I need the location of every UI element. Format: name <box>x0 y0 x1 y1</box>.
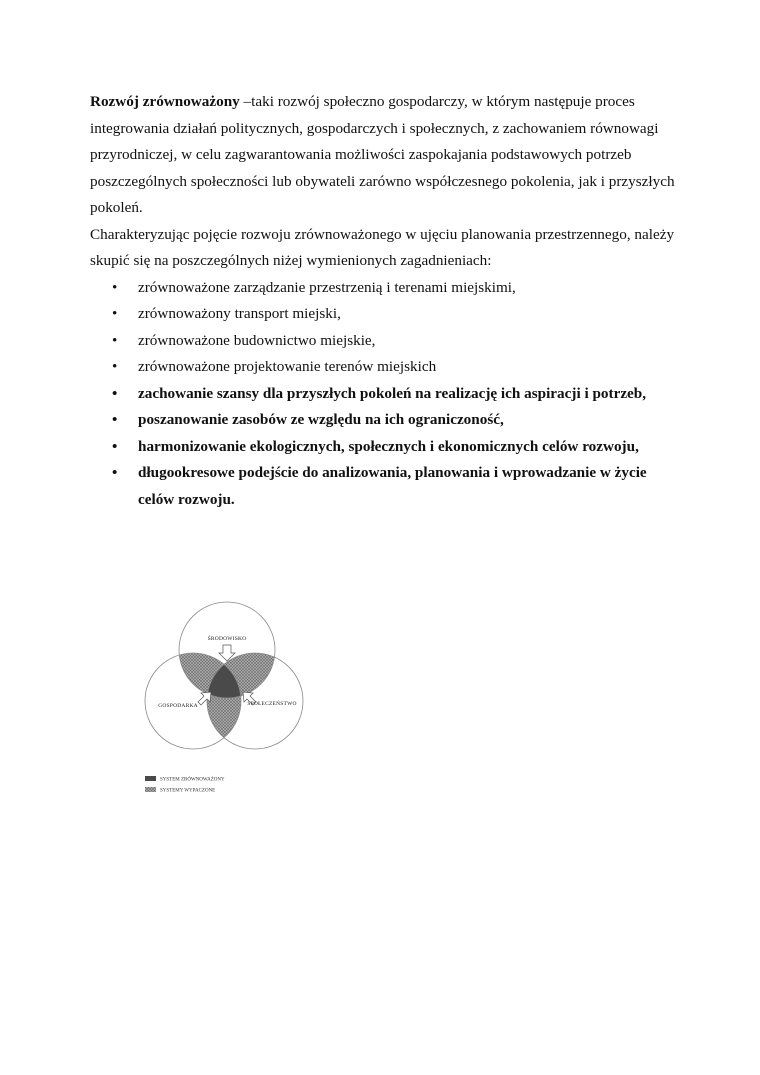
legend <box>145 776 225 794</box>
lead-paragraph: Charakteryzując pojęcie rozwoju zrównoważonego w ujęciu planowania przestrzennego, należy skupić się na poszczególnych niżej wymienionych zagadnieniach: <box>90 225 675 269</box>
legend-label-sustainable: SYSTEM ZRÓWNOWAŻONY <box>160 777 225 783</box>
bullet-dot-icon: • <box>112 437 118 455</box>
bullet-item <box>90 354 680 381</box>
legend-label-distorted: SYSTEMY WYPACZONE <box>160 788 216 794</box>
bullet-dot-icon: • <box>112 384 118 402</box>
bullet-dot-icon: • <box>112 278 118 296</box>
bullet-item <box>90 381 680 408</box>
label-srodowisko: ŚRODOWISKO <box>207 636 247 642</box>
bullet-item <box>90 328 680 355</box>
bullet-text: zachowanie szansy dla przyszłych pokoleń na realizację ich aspiracji i potrzeb, <box>138 384 647 402</box>
bullet-list <box>90 275 680 514</box>
venn-diagram <box>138 585 308 800</box>
bullet-dot-icon: • <box>112 331 118 349</box>
intro-paragraph <box>90 89 680 222</box>
bullet-item <box>90 275 680 302</box>
bullet-text: poszanowanie zasobów ze względu na ich ograniczoność, <box>138 411 504 428</box>
text-block <box>90 89 680 513</box>
bullet-item <box>90 301 680 328</box>
bullet-dot-icon: • <box>112 358 118 375</box>
legend-swatch-sustainable <box>145 776 156 781</box>
label-gospodarka: GOSPODARKA <box>158 703 198 709</box>
bullet-text: zrównoważony transport miejski, <box>138 305 341 322</box>
intro-definition: –taki rozwój społeczno gospodarczy, w którym następuje proces integrowania działań politycznych, gospodarczych i społecznych, z zachowaniem równowagi przyrodniczej, w celu zagwarantowania możliwości zaspokajania podstawowych potrzeb poszczególnych społeczności lub obywateli zarówno współczesnego pokolenia, jak i przyszłych pokoleń. <box>90 93 675 216</box>
intro-term: Rozwój zrównoważony <box>90 93 240 110</box>
bullet-text: zrównoważone projektowanie terenów miejskich <box>138 358 437 375</box>
bullet-text: długookresowe podejście do analizowania, planowania i wprowadzanie w życie celów rozwoju. <box>138 464 647 508</box>
venn-svg <box>138 585 308 800</box>
bullet-dot-icon: • <box>112 464 118 481</box>
bullet-item <box>90 407 680 434</box>
bullet-text: zrównoważone budownictwo miejskie, <box>138 331 376 349</box>
bullet-item <box>90 460 680 513</box>
label-spoleczenstwo: SPOŁECZEŃSTWO <box>247 701 297 707</box>
legend-swatch-distorted <box>145 787 156 792</box>
bullet-item <box>90 434 680 461</box>
bullet-dot-icon: • <box>112 305 118 322</box>
bullet-dot-icon: • <box>112 411 118 428</box>
bullet-text: harmonizowanie ekologicznych, społecznych i ekonomicznych celów rozwoju, <box>138 437 639 455</box>
bullet-text: zrównoważone zarządzanie przestrzenią i terenami miejskimi, <box>138 278 516 296</box>
